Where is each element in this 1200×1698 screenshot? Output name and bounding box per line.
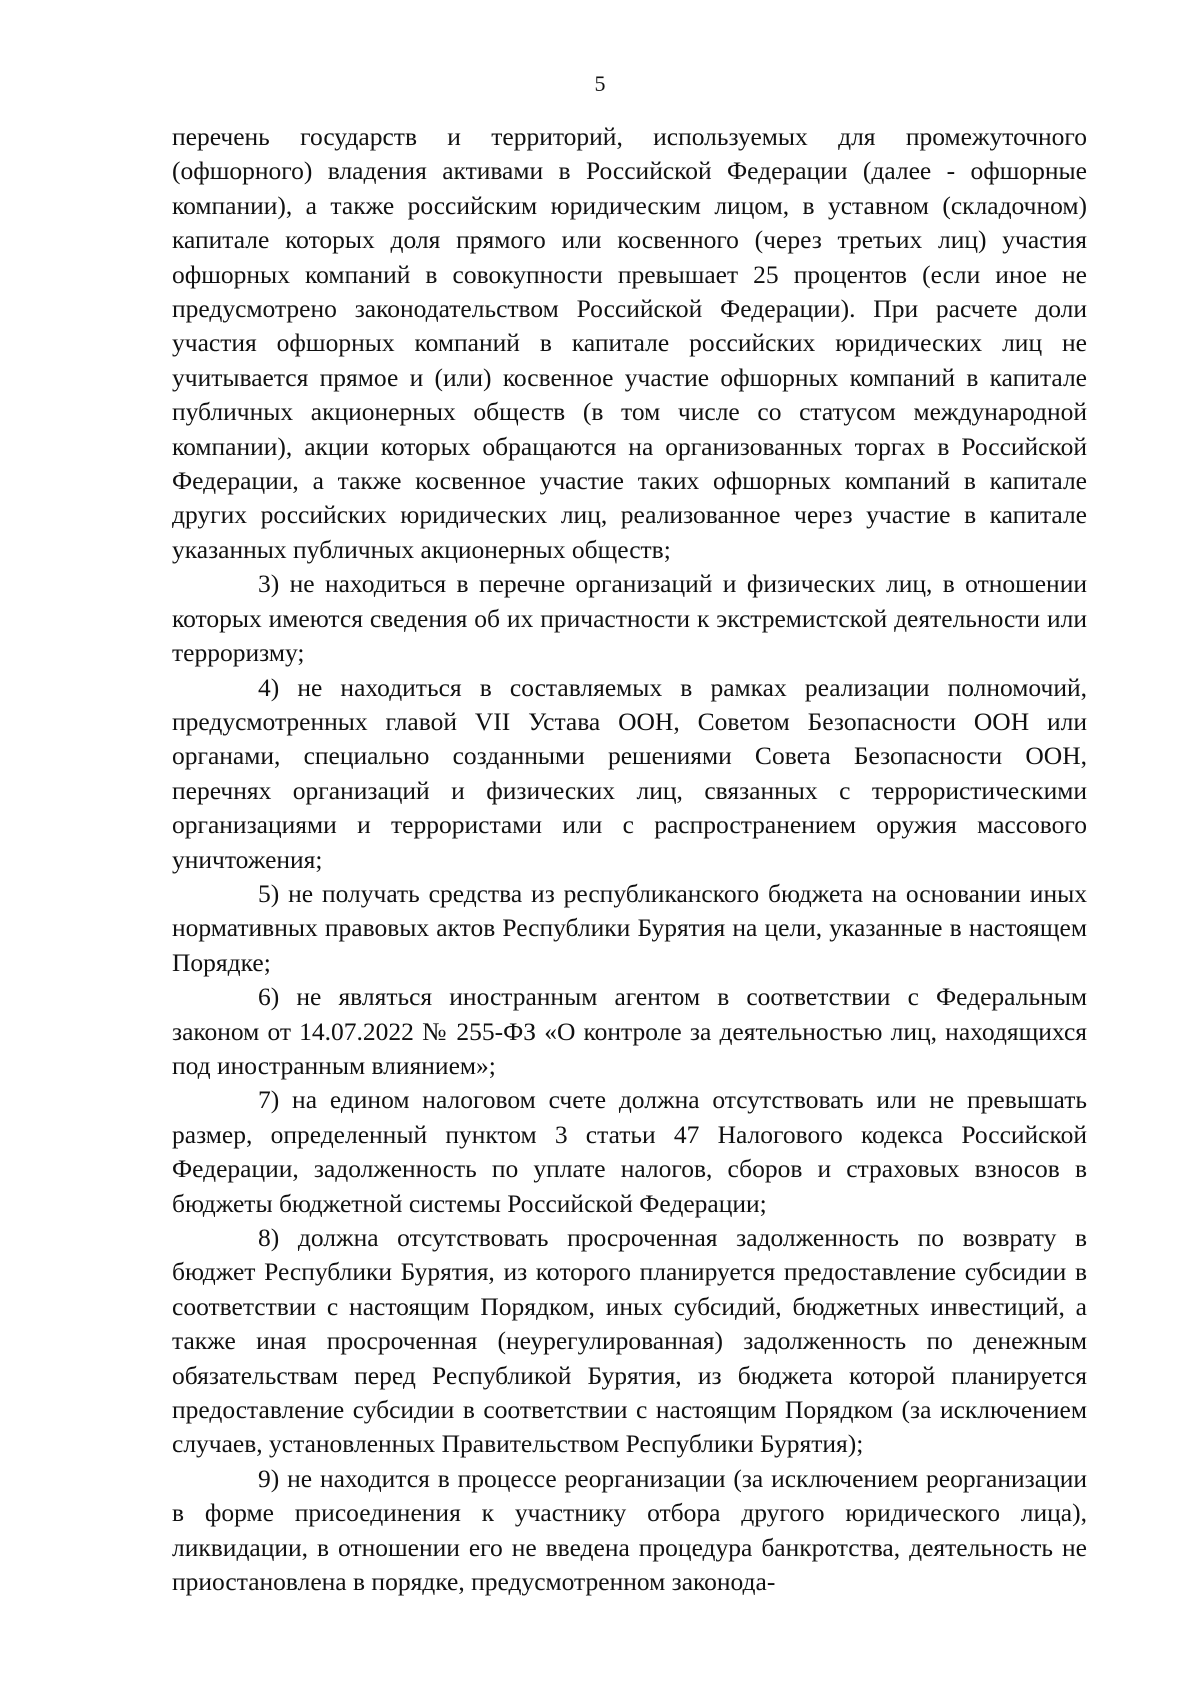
page-number: 5: [594, 71, 606, 96]
document-body: [172, 120, 1087, 1599]
paragraph-item-3: 3) не находиться в перечне организаций и физических лиц, в отношении которых имеются сведения об их причастности к экстремистской деятельности или терроризму;: [172, 569, 1087, 668]
paragraph-offshore-criteria: перечень государств и территорий, используемых для промежуточного (офшорного) владения активами в Российской Федерации (далее - офшорные компании), а также российским юридическим лицом, в уставном (складочном) капитале которых доля прямого или косвенного (через третьих лиц) участия офшорных компаний в совокупности превышает 25 процентов (если иное не предусмотрено законодательством Российской Федерации). При расчете доли участия офшорных компаний в капитале российских юридических лиц не учитывается прямое и (или) косвенное участие офшорных компаний в капитале публичных акционерных обществ (в том числе со статусом международной компании), акции которых обращаются на организованных торгах в Российской Федерации, а также косвенное участие таких офшорных компаний в капитале других российских юридических лиц, реализованное через участие в капитале указанных публичных акционерных обществ;: [172, 122, 1087, 564]
paragraph-item-4: 4) не находиться в составляемых в рамках реализации полномочий, предусмотренных главой VII Устава ООН, Советом Безопасности ООН или органами, специально созданными решениями Совета Безопасности ООН, перечнях организаций и физических лиц, связанных с террористическими организациями и террористами или с распространением оружия массового уничтожения;: [172, 672, 1087, 874]
paragraph-item-9: 9) не находится в процессе реорганизации (за исключением реорганизации в форме присоединения к участнику отбора другого юридического лица), ликвидации, в отношении его не введена процедура банкротства, деятельность не приостановлена в порядке, предусмотренном законода-: [172, 1463, 1087, 1597]
paragraph-item-8: 8) должна отсутствовать просроченная задолженность по возврату в бюджет Республики Бурятия, из которого планируется предоставление субсидии в соответствии с настоящим Порядком, иных субсидий, бюджетных инвестиций, а также иная просроченная (неурегулированная) задолженность по денежным обязательствам перед Республикой Бурятия, из бюджета которой планируется предоставление субсидии в соответствии с настоящим Порядком (за исключением случаев, установленных Правительством Республики Бурятия);: [172, 1223, 1087, 1459]
paragraph-item-7: 7) на едином налоговом счете должна отсутствовать или не превышать размер, определенный пунктом 3 статьи 47 Налогового кодекса Российской Федерации, задолженность по уплате налогов, сборов и страховых взносов в бюджеты бюджетной системы Российской Федерации;: [172, 1085, 1087, 1218]
paragraph-item-6: 6) не являться иностранным агентом в соответствии с Федеральным законом от 14.07.2022 № 255-ФЗ «О контроле за деятельностью лиц, находящихся под иностранным влиянием»;: [172, 982, 1087, 1080]
paragraph-item-5: 5) не получать средства из республиканского бюджета на основании иных нормативных правовых актов Республики Бурятия на цели, указанные в настоящем Порядке;: [172, 878, 1087, 977]
